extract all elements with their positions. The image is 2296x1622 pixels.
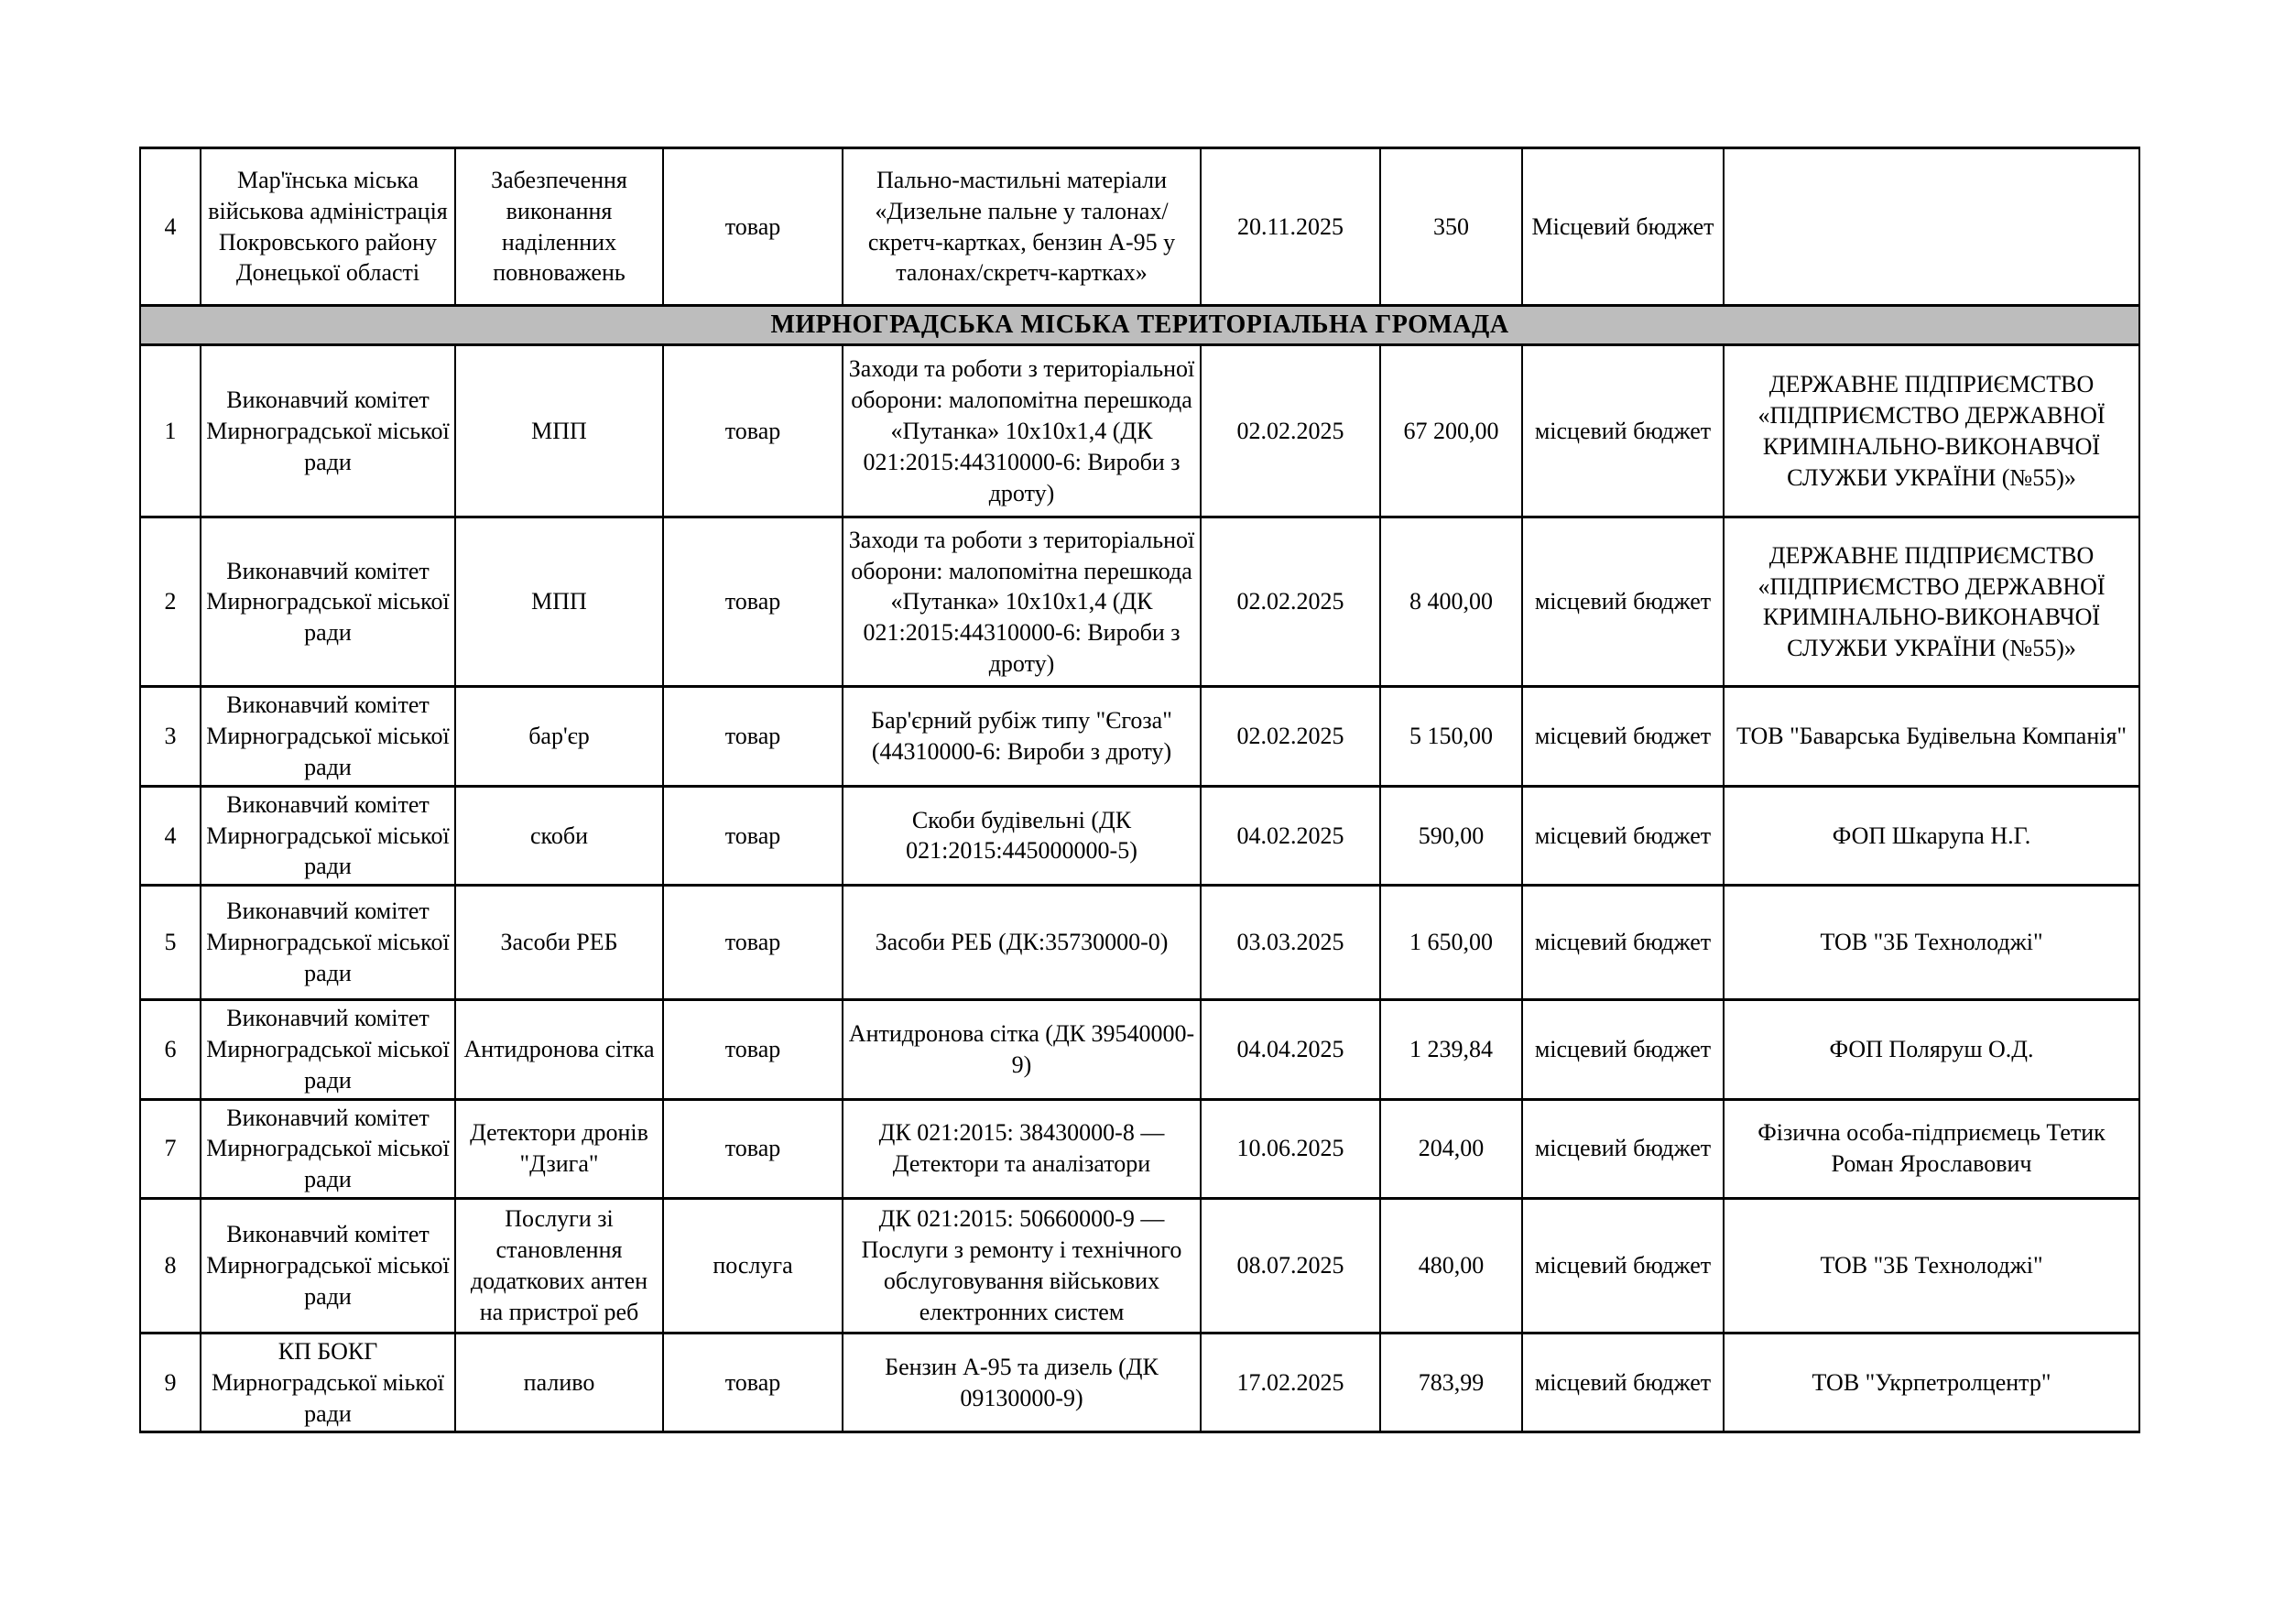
cell-subject: Засоби РЕБ <box>455 886 663 1000</box>
cell-budget: місцевий бюджет <box>1522 345 1724 517</box>
table-row <box>140 148 2139 306</box>
table-row <box>140 1000 2139 1099</box>
section-header-row <box>140 306 2139 345</box>
cell-supplier: ФОП Шкарупа Н.Г. <box>1724 786 2139 885</box>
cell-amount: 5 150,00 <box>1380 687 1522 786</box>
table-row <box>140 886 2139 1000</box>
cell-subject: бар'єр <box>455 687 663 786</box>
cell-amount: 350 <box>1380 148 1522 306</box>
cell-supplier: ДЕРЖАВНЕ ПІДПРИЄМСТВО «ПІДПРИЄМСТВО ДЕРЖАВНОЇ КРИМІНАЛЬНО-ВИКОНАВЧОЇ СЛУЖБИ УКРАЇНИ (№55)» <box>1724 345 2139 517</box>
cell-date: 02.02.2025 <box>1201 345 1380 517</box>
table-row <box>140 1198 2139 1333</box>
cell-num: 2 <box>140 517 201 687</box>
cell-org: КП БОКГ Мирноградської міької ради <box>201 1333 455 1431</box>
cell-org: Виконавчий комітет Мирноградської міської ради <box>201 517 455 687</box>
cell-num: 1 <box>140 345 201 517</box>
cell-date: 20.11.2025 <box>1201 148 1380 306</box>
cell-budget: місцевий бюджет <box>1522 687 1724 786</box>
cell-type: товар <box>663 886 843 1000</box>
cell-description: Антидронова сітка (ДК 39540000-9) <box>843 1000 1201 1099</box>
cell-supplier <box>1724 148 2139 306</box>
cell-subject: Послуги зі становлення додаткових антен на пристрої реб <box>455 1198 663 1333</box>
table-row <box>140 687 2139 786</box>
cell-num: 6 <box>140 1000 201 1099</box>
cell-org: Виконавчий комітет Мирноградської міської ради <box>201 1000 455 1099</box>
cell-type: товар <box>663 1333 843 1431</box>
cell-subject: Антидронова сітка <box>455 1000 663 1099</box>
cell-subject: Детектори дронів "Дзига" <box>455 1099 663 1198</box>
table-row <box>140 517 2139 687</box>
cell-date: 03.03.2025 <box>1201 886 1380 1000</box>
cell-amount: 590,00 <box>1380 786 1522 885</box>
cell-date: 02.02.2025 <box>1201 687 1380 786</box>
cell-budget: Місцевий бюджет <box>1522 148 1724 306</box>
cell-num: 3 <box>140 687 201 786</box>
cell-num: 8 <box>140 1198 201 1333</box>
cell-type: товар <box>663 1000 843 1099</box>
cell-type: товар <box>663 345 843 517</box>
cell-budget: місцевий бюджет <box>1522 886 1724 1000</box>
cell-description: Заходи та роботи з територіальної оборони: малопомітна перешкода «Путанка» 10х10х1,4 (ДК 021:2015:44310000-6: Вироби з дроту) <box>843 517 1201 687</box>
cell-amount: 67 200,00 <box>1380 345 1522 517</box>
cell-num: 4 <box>140 148 201 306</box>
cell-num: 4 <box>140 786 201 885</box>
cell-num: 9 <box>140 1333 201 1431</box>
cell-amount: 1 650,00 <box>1380 886 1522 1000</box>
cell-date: 02.02.2025 <box>1201 517 1380 687</box>
cell-type: товар <box>663 687 843 786</box>
cell-date: 04.02.2025 <box>1201 786 1380 885</box>
cell-subject: паливо <box>455 1333 663 1431</box>
cell-supplier: ТОВ "3Б Технолоджі" <box>1724 886 2139 1000</box>
cell-amount: 204,00 <box>1380 1099 1522 1198</box>
cell-budget: місцевий бюджет <box>1522 517 1724 687</box>
cell-type: товар <box>663 517 843 687</box>
cell-supplier: ДЕРЖАВНЕ ПІДПРИЄМСТВО «ПІДПРИЄМСТВО ДЕРЖАВНОЇ КРИМІНАЛЬНО-ВИКОНАВЧОЇ СЛУЖБИ УКРАЇНИ (№55)» <box>1724 517 2139 687</box>
cell-description: Бензин А-95 та дизель (ДК 09130000-9) <box>843 1333 1201 1431</box>
cell-supplier: Фізична особа-підприємець Тетик Роман Ярославович <box>1724 1099 2139 1198</box>
cell-amount: 480,00 <box>1380 1198 1522 1333</box>
table-row <box>140 345 2139 517</box>
cell-org: Мар'їнська міська військова адміністрація Покровського району Донецької області <box>201 148 455 306</box>
table-row <box>140 786 2139 885</box>
cell-supplier: ТОВ "Укрпетролцентр" <box>1724 1333 2139 1431</box>
cell-subject: МПП <box>455 345 663 517</box>
cell-org: Виконавчий комітет Мирноградської міської ради <box>201 1198 455 1333</box>
cell-amount: 783,99 <box>1380 1333 1522 1431</box>
cell-description: Скоби будівельні (ДК 021:2015:445000000-5) <box>843 786 1201 885</box>
cell-supplier: ФОП Поляруш О.Д. <box>1724 1000 2139 1099</box>
cell-type: послуга <box>663 1198 843 1333</box>
cell-budget: місцевий бюджет <box>1522 1000 1724 1099</box>
cell-budget: місцевий бюджет <box>1522 1099 1724 1198</box>
cell-org: Виконавчий комітет Мирноградської міської ради <box>201 1099 455 1198</box>
cell-amount: 1 239,84 <box>1380 1000 1522 1099</box>
cell-description: Бар'єрний рубіж типу "Єгоза" (44310000-6: Вироби з дроту) <box>843 687 1201 786</box>
cell-supplier: ТОВ "3Б Технолоджі" <box>1724 1198 2139 1333</box>
cell-date: 04.04.2025 <box>1201 1000 1380 1099</box>
cell-num: 5 <box>140 886 201 1000</box>
cell-date: 10.06.2025 <box>1201 1099 1380 1198</box>
cell-supplier: ТОВ "Баварська Будівельна Компанія" <box>1724 687 2139 786</box>
cell-date: 17.02.2025 <box>1201 1333 1380 1431</box>
cell-description: ДК 021:2015: 50660000-9 — Послуги з ремонту і технічного обслуговування військових електронних систем <box>843 1198 1201 1333</box>
table-row <box>140 1099 2139 1198</box>
cell-num: 7 <box>140 1099 201 1198</box>
cell-org: Виконавчий комітет Мирноградської міської ради <box>201 345 455 517</box>
cell-description: Засоби РЕБ (ДК:35730000-0) <box>843 886 1201 1000</box>
cell-description: ДК 021:2015: 38430000-8 — Детектори та аналізатори <box>843 1099 1201 1198</box>
cell-subject: МПП <box>455 517 663 687</box>
cell-org: Виконавчий комітет Мирноградської міської ради <box>201 786 455 885</box>
cell-description: Пально-мастильні матеріали «Дизельне пальне у талонах/скретч-картках, бензин А-95 у талонах/скретч-картках» <box>843 148 1201 306</box>
cell-org: Виконавчий комітет Мирноградської міської ради <box>201 886 455 1000</box>
cell-amount: 8 400,00 <box>1380 517 1522 687</box>
cell-budget: місцевий бюджет <box>1522 786 1724 885</box>
cell-budget: місцевий бюджет <box>1522 1198 1724 1333</box>
cell-type: товар <box>663 786 843 885</box>
cell-subject: скоби <box>455 786 663 885</box>
cell-type: товар <box>663 1099 843 1198</box>
cell-org: Виконавчий комітет Мирноградської міської ради <box>201 687 455 786</box>
section-header: МИРНОГРАДСЬКА МІСЬКА ТЕРИТОРІАЛЬНА ГРОМАДА <box>140 306 2139 345</box>
table-row <box>140 1333 2139 1431</box>
procurement-table-body <box>140 148 2139 1432</box>
cell-budget: місцевий бюджет <box>1522 1333 1724 1431</box>
cell-subject: Забезпечення виконання наділенних повноважень <box>455 148 663 306</box>
procurement-table <box>139 147 2140 1433</box>
cell-description: Заходи та роботи з територіальної оборони: малопомітна перешкода «Путанка» 10х10х1,4 (ДК 021:2015:44310000-6: Вироби з дроту) <box>843 345 1201 517</box>
cell-date: 08.07.2025 <box>1201 1198 1380 1333</box>
cell-type: товар <box>663 148 843 306</box>
